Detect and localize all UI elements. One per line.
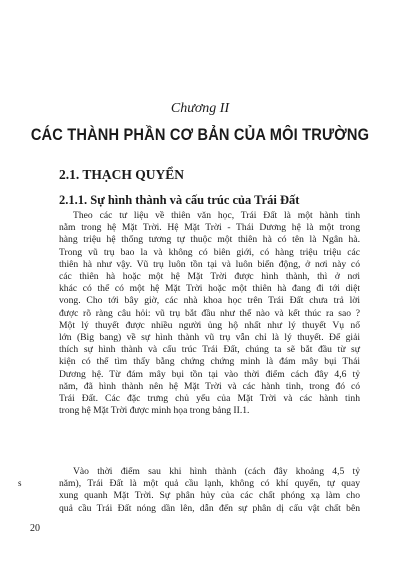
paragraph-2 xyxy=(59,466,360,515)
text-line: Vào thời điểm sau khi hình thành (cách đây khoảng 4,5 tỷ xyxy=(73,466,360,477)
text-line: nằm trong hệ Mặt Trời. Hệ Mặt Trời - Thái Dương hệ là một trong xyxy=(59,222,360,234)
text-line: Trong vũ trụ bao la và không có biên giới, có hàng triệu triệu các xyxy=(59,246,360,258)
text-line: Trái Đất. Các đặc trưng chủ yếu của Mặt Trời và các hành tinh xyxy=(59,393,360,405)
text-line: lớn (Big bang) về sự hình thành vũ trụ vẫn chỉ là lý thuyết. Để giải xyxy=(59,332,360,344)
text-line: được rõ ràng câu hỏi: vũ trụ bắt đầu như thế nào và kết thúc ra sao ? xyxy=(59,307,360,319)
text-line: quả cầu Trái Đất nóng dần lên, dẫn đến sự phân dị cấu vật chất bên xyxy=(59,502,360,514)
text-line: Dương hệ. Từ đám mây bụi tồn tại vào thời điểm cách đây 4,6 tỷ xyxy=(59,368,360,380)
text-line: thích sự hình thành và cấu trúc Trái Đất, chúng ta sẽ bắt đầu từ sự xyxy=(59,344,360,356)
text-line: khác có thể có một hệ Mặt Trời hoặc một thiên hà đang đi tới diệt xyxy=(59,283,360,295)
text-line: năm), Trái Đất là một quả cầu lạnh, không có khí quyển, tự quay xyxy=(59,478,360,490)
text-line: năm, đã hình thành nên hệ Mặt Trời và các hành tinh, trong đó có xyxy=(59,380,360,392)
text-line: Theo các tư liệu về thiên văn học, Trái Đất là một hành tinh xyxy=(73,210,360,221)
text-line: Một lý thuyết được nhiều người ủng hộ nhất như lý thuyết Vụ nổ xyxy=(59,319,360,331)
text-line: kiện có thể tìm thấy bằng chứng chứng minh là đám mây bụi Thái xyxy=(59,356,360,368)
text-line: trong hệ Mặt Trời được minh họa trong bảng II.1. xyxy=(59,405,250,417)
section-heading: 2.1. THẠCH QUYỂN xyxy=(59,167,185,182)
text-line: xung quanh Mặt Trời. Sự phân hủy của các chất phóng xạ làm cho xyxy=(59,490,360,502)
text-line: hàng triệu hệ thống tương tự thuộc một thiên hà có tên là Ngân hà. xyxy=(59,234,360,246)
margin-mark: s xyxy=(18,478,22,488)
chapter-heading: Chương II xyxy=(170,101,230,116)
chapter-title: CÁC THÀNH PHẦN CƠ BẢN CỦA MÔI TRƯỜNG xyxy=(30,125,370,144)
page-number: 20 xyxy=(30,523,40,534)
subsection-heading: 2.1.1. Sự hình thành và cấu trúc của Trái Đất xyxy=(59,193,300,207)
text-line: các thiên hà hoặc một hệ Mặt Trời được hình thành, thì ở nơi xyxy=(59,271,360,283)
text-line: vong. Cho tới bây giờ, các nhà khoa học trên Trái Đất chưa trả lời xyxy=(59,295,360,307)
paragraph-1 xyxy=(59,210,360,417)
text-line: thiên hà như vậy. Vũ trụ luôn tồn tại và luôn biến động, ở nơi này có xyxy=(59,258,360,270)
